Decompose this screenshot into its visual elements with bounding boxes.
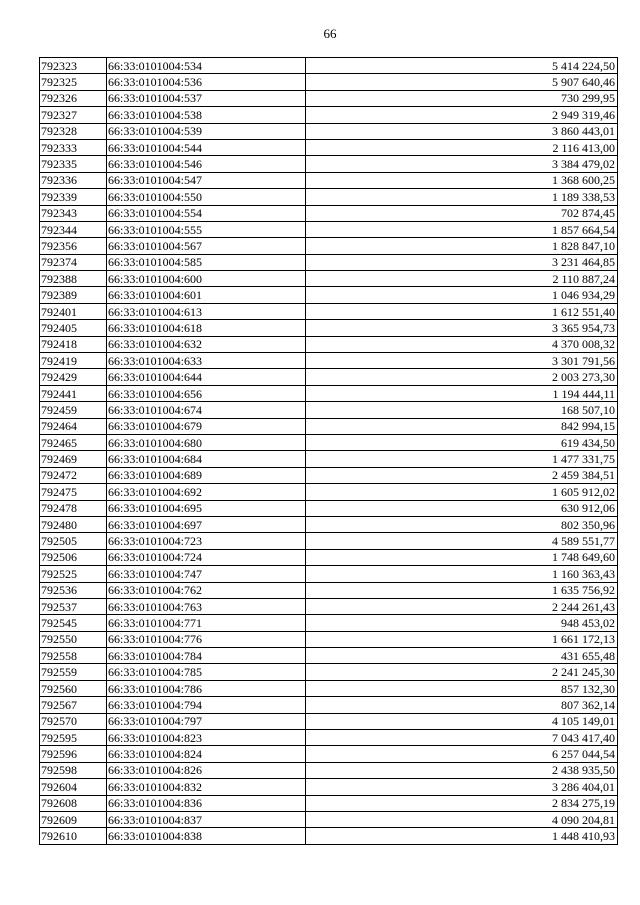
- cadastral-number-cell: 66:33:0101004:644: [107, 369, 306, 385]
- table-row: [40, 434, 618, 450]
- row-id-cell: 792333: [40, 139, 107, 155]
- cadastral-value-cell: 5 907 640,46: [306, 74, 618, 90]
- cadastral-value-cell: 3 231 464,85: [306, 254, 618, 270]
- row-id-cell: 792505: [40, 533, 107, 549]
- cadastral-value-cell: 7 043 417,40: [306, 730, 618, 746]
- cadastral-number-cell: 66:33:0101004:534: [107, 58, 306, 74]
- cadastral-value-cell: 2 116 413,00: [306, 139, 618, 155]
- cadastral-value-cell: 1 661 172,13: [306, 631, 618, 647]
- row-id-cell: 792525: [40, 566, 107, 582]
- row-id-cell: 792356: [40, 238, 107, 254]
- table-body: [40, 58, 618, 845]
- row-id-cell: 792536: [40, 582, 107, 598]
- table-row: [40, 418, 618, 434]
- table-row: [40, 156, 618, 172]
- cadastral-value-cell: 630 912,06: [306, 500, 618, 516]
- cadastral-number-cell: 66:33:0101004:537: [107, 90, 306, 106]
- row-id-cell: 792598: [40, 762, 107, 778]
- table-row: [40, 484, 618, 500]
- table-row: [40, 254, 618, 270]
- cadastral-number-cell: 66:33:0101004:546: [107, 156, 306, 172]
- table-row: [40, 402, 618, 418]
- cadastral-number-cell: 66:33:0101004:832: [107, 779, 306, 795]
- cadastral-number-cell: 66:33:0101004:567: [107, 238, 306, 254]
- cadastral-number-cell: 66:33:0101004:684: [107, 451, 306, 467]
- cadastral-value-cell: 802 350,96: [306, 516, 618, 532]
- row-id-cell: 792343: [40, 205, 107, 221]
- row-id-cell: 792464: [40, 418, 107, 434]
- table-row: [40, 762, 618, 778]
- table-row: [40, 221, 618, 237]
- cadastral-value-cell: 1 612 551,40: [306, 303, 618, 319]
- table-row: [40, 451, 618, 467]
- cadastral-number-cell: 66:33:0101004:618: [107, 320, 306, 336]
- cadastral-value-cell: 2 438 935,50: [306, 762, 618, 778]
- table-row: [40, 123, 618, 139]
- cadastral-number-cell: 66:33:0101004:763: [107, 598, 306, 614]
- row-id-cell: 792475: [40, 484, 107, 500]
- cadastral-number-cell: 66:33:0101004:824: [107, 746, 306, 762]
- cadastral-value-cell: 1 046 934,29: [306, 287, 618, 303]
- table-row: [40, 680, 618, 696]
- cadastral-number-cell: 66:33:0101004:601: [107, 287, 306, 303]
- cadastral-value-cell: 2 110 887,24: [306, 271, 618, 287]
- table-row: [40, 566, 618, 582]
- cadastral-value-cell: 1 477 331,75: [306, 451, 618, 467]
- cadastral-number-cell: 66:33:0101004:794: [107, 697, 306, 713]
- row-id-cell: 792328: [40, 123, 107, 139]
- cadastral-number-cell: 66:33:0101004:689: [107, 467, 306, 483]
- row-id-cell: 792570: [40, 713, 107, 729]
- cadastral-value-cell: 1 368 600,25: [306, 172, 618, 188]
- table-row: [40, 533, 618, 549]
- cadastral-value-cell: 1 189 338,53: [306, 189, 618, 205]
- table-row: [40, 648, 618, 664]
- cadastral-value-cell: 2 241 245,30: [306, 664, 618, 680]
- cadastral-value-cell: 2 459 384,51: [306, 467, 618, 483]
- cadastral-value-cell: 6 257 044,54: [306, 746, 618, 762]
- table-row: [40, 107, 618, 123]
- row-id-cell: 792537: [40, 598, 107, 614]
- cadastral-number-cell: 66:33:0101004:539: [107, 123, 306, 139]
- cadastral-number-cell: 66:33:0101004:674: [107, 402, 306, 418]
- cadastral-value-cell: 807 362,14: [306, 697, 618, 713]
- cadastral-value-cell: 1 160 363,43: [306, 566, 618, 582]
- cadastral-value-cell: 1 857 664,54: [306, 221, 618, 237]
- row-id-cell: 792419: [40, 353, 107, 369]
- table-row: [40, 697, 618, 713]
- cadastral-value-cell: 4 370 008,32: [306, 336, 618, 352]
- cadastral-value-cell: 3 365 954,73: [306, 320, 618, 336]
- cadastral-value-cell: 842 994,15: [306, 418, 618, 434]
- row-id-cell: 792465: [40, 434, 107, 450]
- table-row: [40, 779, 618, 795]
- row-id-cell: 792506: [40, 549, 107, 565]
- row-id-cell: 792389: [40, 287, 107, 303]
- row-id-cell: 792604: [40, 779, 107, 795]
- cadastral-number-cell: 66:33:0101004:836: [107, 795, 306, 811]
- row-id-cell: 792478: [40, 500, 107, 516]
- page-number: 66: [323, 26, 337, 41]
- table-row: [40, 139, 618, 155]
- table-row: [40, 598, 618, 614]
- cadastral-value-cell: 1 605 912,02: [306, 484, 618, 500]
- cadastral-value-cell: 1 748 649,60: [306, 549, 618, 565]
- cadastral-value-cell: 2 834 275,19: [306, 795, 618, 811]
- row-id-cell: 792339: [40, 189, 107, 205]
- cadastral-number-cell: 66:33:0101004:723: [107, 533, 306, 549]
- cadastral-value-cell: 730 299,95: [306, 90, 618, 106]
- cadastral-number-cell: 66:33:0101004:632: [107, 336, 306, 352]
- row-id-cell: 792336: [40, 172, 107, 188]
- cadastral-value-cell: 857 132,30: [306, 680, 618, 696]
- cadastral-value-cell: 168 507,10: [306, 402, 618, 418]
- cadastral-value-cell: 4 105 149,01: [306, 713, 618, 729]
- cadastral-number-cell: 66:33:0101004:695: [107, 500, 306, 516]
- cadastral-value-cell: 3 384 479,02: [306, 156, 618, 172]
- cadastral-number-cell: 66:33:0101004:837: [107, 811, 306, 827]
- table-row: [40, 549, 618, 565]
- row-id-cell: 792480: [40, 516, 107, 532]
- row-id-cell: 792441: [40, 385, 107, 401]
- cadastral-number-cell: 66:33:0101004:555: [107, 221, 306, 237]
- table-row: [40, 664, 618, 680]
- row-id-cell: 792344: [40, 221, 107, 237]
- cadastral-value-table: [39, 57, 618, 845]
- cadastral-value-cell: 2 003 273,30: [306, 369, 618, 385]
- cadastral-number-cell: 66:33:0101004:554: [107, 205, 306, 221]
- row-id-cell: 792388: [40, 271, 107, 287]
- cadastral-number-cell: 66:33:0101004:838: [107, 828, 306, 844]
- row-id-cell: 792418: [40, 336, 107, 352]
- row-id-cell: 792323: [40, 58, 107, 74]
- cadastral-value-cell: 431 655,48: [306, 648, 618, 664]
- table-row: [40, 811, 618, 827]
- cadastral-value-cell: 1 828 847,10: [306, 238, 618, 254]
- cadastral-value-cell: 5 414 224,50: [306, 58, 618, 74]
- row-id-cell: 792567: [40, 697, 107, 713]
- row-id-cell: 792608: [40, 795, 107, 811]
- row-id-cell: 792405: [40, 320, 107, 336]
- cadastral-number-cell: 66:33:0101004:776: [107, 631, 306, 647]
- cadastral-value-cell: 3 860 443,01: [306, 123, 618, 139]
- cadastral-number-cell: 66:33:0101004:536: [107, 74, 306, 90]
- table-row: [40, 172, 618, 188]
- row-id-cell: 792469: [40, 451, 107, 467]
- cadastral-number-cell: 66:33:0101004:747: [107, 566, 306, 582]
- cadastral-value-cell: 619 434,50: [306, 434, 618, 450]
- table-row: [40, 189, 618, 205]
- cadastral-value-cell: 948 453,02: [306, 615, 618, 631]
- table-row: [40, 303, 618, 319]
- cadastral-number-cell: 66:33:0101004:785: [107, 664, 306, 680]
- cadastral-number-cell: 66:33:0101004:679: [107, 418, 306, 434]
- row-id-cell: 792596: [40, 746, 107, 762]
- cadastral-value-cell: 1 635 756,92: [306, 582, 618, 598]
- table-row: [40, 730, 618, 746]
- row-id-cell: 792326: [40, 90, 107, 106]
- cadastral-value-cell: 4 090 204,81: [306, 811, 618, 827]
- cadastral-number-cell: 66:33:0101004:538: [107, 107, 306, 123]
- table-row: [40, 828, 618, 844]
- table-row: [40, 58, 618, 74]
- cadastral-number-cell: 66:33:0101004:826: [107, 762, 306, 778]
- cadastral-number-cell: 66:33:0101004:697: [107, 516, 306, 532]
- cadastral-number-cell: 66:33:0101004:550: [107, 189, 306, 205]
- cadastral-number-cell: 66:33:0101004:544: [107, 139, 306, 155]
- cadastral-value-cell: 3 286 404,01: [306, 779, 618, 795]
- cadastral-value-cell: 1 194 444,11: [306, 385, 618, 401]
- table-row: [40, 336, 618, 352]
- cadastral-value-cell: 2 949 319,46: [306, 107, 618, 123]
- cadastral-number-cell: 66:33:0101004:724: [107, 549, 306, 565]
- table-row: [40, 369, 618, 385]
- table-row: [40, 516, 618, 532]
- table-row: [40, 582, 618, 598]
- table-row: [40, 631, 618, 647]
- table-row: [40, 271, 618, 287]
- row-id-cell: 792335: [40, 156, 107, 172]
- cadastral-value-cell: 1 448 410,93: [306, 828, 618, 844]
- cadastral-number-cell: 66:33:0101004:547: [107, 172, 306, 188]
- cadastral-value-cell: 4 589 551,77: [306, 533, 618, 549]
- row-id-cell: 792610: [40, 828, 107, 844]
- table-row: [40, 205, 618, 221]
- cadastral-number-cell: 66:33:0101004:656: [107, 385, 306, 401]
- table-row: [40, 615, 618, 631]
- cadastral-number-cell: 66:33:0101004:771: [107, 615, 306, 631]
- cadastral-number-cell: 66:33:0101004:762: [107, 582, 306, 598]
- table-row: [40, 74, 618, 90]
- table-row: [40, 500, 618, 516]
- table-row: [40, 238, 618, 254]
- cadastral-number-cell: 66:33:0101004:680: [107, 434, 306, 450]
- table-row: [40, 320, 618, 336]
- row-id-cell: 792429: [40, 369, 107, 385]
- table-row: [40, 746, 618, 762]
- row-id-cell: 792472: [40, 467, 107, 483]
- row-id-cell: 792459: [40, 402, 107, 418]
- cadastral-number-cell: 66:33:0101004:633: [107, 353, 306, 369]
- row-id-cell: 792327: [40, 107, 107, 123]
- cadastral-number-cell: 66:33:0101004:797: [107, 713, 306, 729]
- row-id-cell: 792559: [40, 664, 107, 680]
- row-id-cell: 792374: [40, 254, 107, 270]
- cadastral-value-cell: 3 301 791,56: [306, 353, 618, 369]
- row-id-cell: 792595: [40, 730, 107, 746]
- cadastral-value-cell: 702 874,45: [306, 205, 618, 221]
- row-id-cell: 792609: [40, 811, 107, 827]
- table-row: [40, 287, 618, 303]
- cadastral-number-cell: 66:33:0101004:600: [107, 271, 306, 287]
- cadastral-number-cell: 66:33:0101004:784: [107, 648, 306, 664]
- row-id-cell: 792550: [40, 631, 107, 647]
- row-id-cell: 792545: [40, 615, 107, 631]
- table-row: [40, 713, 618, 729]
- row-id-cell: 792558: [40, 648, 107, 664]
- table-row: [40, 90, 618, 106]
- cadastral-number-cell: 66:33:0101004:585: [107, 254, 306, 270]
- cadastral-number-cell: 66:33:0101004:786: [107, 680, 306, 696]
- cadastral-value-cell: 2 244 261,43: [306, 598, 618, 614]
- table-row: [40, 795, 618, 811]
- row-id-cell: 792325: [40, 74, 107, 90]
- table-row: [40, 385, 618, 401]
- table-row: [40, 467, 618, 483]
- cadastral-number-cell: 66:33:0101004:823: [107, 730, 306, 746]
- row-id-cell: 792560: [40, 680, 107, 696]
- row-id-cell: 792401: [40, 303, 107, 319]
- table-row: [40, 353, 618, 369]
- cadastral-number-cell: 66:33:0101004:692: [107, 484, 306, 500]
- cadastral-number-cell: 66:33:0101004:613: [107, 303, 306, 319]
